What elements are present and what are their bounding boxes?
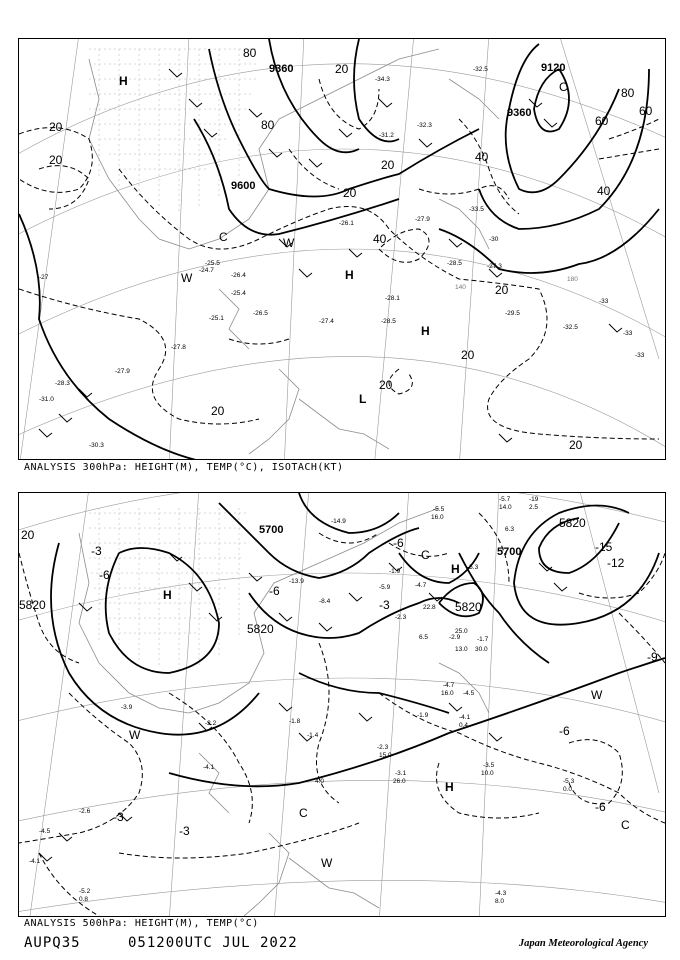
- isotach-label: 40: [373, 232, 387, 246]
- station-temp: -33: [635, 352, 645, 359]
- station-temp: -13.9: [289, 578, 304, 585]
- station-temp: 16.0: [431, 514, 444, 521]
- station-temp: -28.1: [385, 295, 400, 302]
- high-center: H: [445, 780, 454, 794]
- station-temp: -4.1: [203, 764, 215, 771]
- isotherm-label: -6: [393, 536, 404, 550]
- station-temp: -5.3: [563, 778, 575, 785]
- isotherm-label: -3: [179, 824, 190, 838]
- station-temp: 26.0: [393, 778, 406, 785]
- station-temp: -1.4: [307, 732, 319, 739]
- station-temp: -33.5: [469, 206, 484, 213]
- station-temp: -3.9: [121, 704, 133, 711]
- station-temp: -4.7: [443, 682, 455, 689]
- isotach-label: 20: [379, 378, 393, 392]
- station-temp: -31.2: [379, 132, 394, 139]
- cold-center: C: [219, 230, 228, 244]
- isotach-label: 60: [639, 104, 653, 118]
- map-500hpa: [18, 492, 666, 917]
- low-center: L: [359, 392, 367, 406]
- height-label: 9360: [269, 63, 294, 75]
- warm-center: W: [591, 688, 603, 702]
- chart-code: AUPQ35: [24, 935, 81, 951]
- station-temp: -33: [599, 298, 609, 305]
- isotherm-label: -15: [595, 540, 613, 554]
- isotach-label: 40: [597, 184, 611, 198]
- station-temp: -29.5: [505, 310, 520, 317]
- station-temp: -32.5: [473, 66, 488, 73]
- station-temp: -14.9: [331, 518, 346, 525]
- station-temp: -26.4: [231, 272, 246, 279]
- station-temp: 25.0: [455, 628, 468, 635]
- height-label: 5820: [19, 598, 46, 612]
- station-temp: -5.3: [467, 564, 479, 571]
- warm-center: W: [283, 236, 295, 250]
- height-label: 5820: [559, 516, 586, 530]
- isotach-label: 60: [595, 114, 609, 128]
- station-temp: -32.3: [417, 122, 432, 129]
- map-300hpa-svg: [19, 39, 665, 459]
- station-temp: -2.3: [377, 744, 389, 751]
- height-label: 5700: [259, 524, 284, 536]
- station-temp: 22.8: [423, 604, 436, 611]
- station-temp: 30.0: [475, 646, 488, 653]
- cold-center: C: [299, 806, 308, 820]
- high-center: H: [345, 268, 354, 282]
- station-temp: -27.9: [415, 216, 430, 223]
- station-temp: 6.5: [419, 634, 429, 641]
- station-temp: -5.9: [379, 584, 391, 591]
- station-temp: -25.5: [205, 260, 220, 267]
- isotach-label: 20: [343, 186, 357, 200]
- isotach-contours: [19, 79, 659, 439]
- isotherm-label: -6: [269, 584, 280, 598]
- station-temp: -28.5: [381, 318, 396, 325]
- high-center: H: [163, 588, 172, 602]
- station-temp: 10.0: [481, 770, 494, 777]
- graticule: [19, 493, 665, 916]
- station-temp: 13.0: [455, 646, 468, 653]
- warm-center: W: [321, 856, 333, 870]
- station-temp: -26.1: [339, 220, 354, 227]
- isotherm-label: -6: [595, 800, 606, 814]
- station-temp: -4.5: [463, 690, 475, 697]
- station-temp: -27.9: [115, 368, 130, 375]
- isotach-label: 20: [49, 153, 63, 167]
- station-temp: -1.9: [389, 568, 401, 575]
- isotach-label: 20: [461, 348, 475, 362]
- station-temp: 0.0: [563, 786, 573, 793]
- station-temp: 15.0: [379, 752, 392, 759]
- station-temp: -4.7: [415, 582, 427, 589]
- station-temp: -3.5: [483, 762, 495, 769]
- warm-center: W: [181, 271, 193, 285]
- height-label: 5700: [497, 546, 522, 558]
- station-temp: 4.0: [315, 778, 325, 785]
- isotherm-label: -9: [647, 650, 658, 664]
- station-temp: -25.4: [231, 290, 246, 297]
- warm-center: W: [129, 728, 141, 742]
- isotach-label: 20: [211, 404, 225, 418]
- station-temp: -5.2: [79, 888, 91, 895]
- cold-center: C: [421, 548, 430, 562]
- isotach-label: 20: [335, 62, 349, 76]
- station-temp: -4.3: [495, 890, 507, 897]
- station-temp: -27.8: [171, 344, 186, 351]
- station-temp: -34.3: [375, 76, 390, 83]
- cold-center: C: [621, 818, 630, 832]
- station-temp: -5.5: [433, 506, 445, 513]
- height-label: 5820: [247, 622, 274, 636]
- lower-chart-caption: ANALYSIS 500hPa: HEIGHT(M), TEMP(°C): [24, 918, 259, 929]
- station-temp: -1.8: [289, 718, 301, 725]
- station-temp: -8.4: [319, 598, 331, 605]
- station-temp: -30: [489, 236, 499, 243]
- station-temp: -27.3: [487, 263, 502, 270]
- cold-center: C: [559, 80, 568, 94]
- station-temp: -32.5: [563, 324, 578, 331]
- station-temp: -26.5: [253, 310, 268, 317]
- isotherm-label: -3: [91, 544, 102, 558]
- station-temp: -1.7: [477, 636, 489, 643]
- isotach-label: 80: [243, 46, 257, 60]
- isotach-label: 80: [261, 118, 275, 132]
- station-temp: -3.1: [395, 770, 407, 777]
- station-temp: -27.4: [319, 318, 334, 325]
- station-temp: -30.3: [89, 442, 104, 449]
- station-temp: -2.2: [205, 720, 217, 727]
- map-300hpa: [18, 38, 666, 460]
- station-temp: 14.0: [499, 504, 512, 511]
- station-temp: -2.9: [449, 634, 461, 641]
- isotach-label: 20: [49, 120, 63, 134]
- high-center: H: [119, 74, 128, 88]
- station-temp: -1.9: [417, 712, 429, 719]
- station-temp: -4.1: [459, 714, 471, 721]
- isotach-label: 20: [569, 438, 583, 452]
- isotach-label: 20: [495, 283, 509, 297]
- station-temp: -2.3: [395, 614, 407, 621]
- upper-chart-caption: ANALYSIS 300hPa: HEIGHT(M), TEMP(°C), ISOTACH(KT): [24, 462, 344, 473]
- map-500hpa-svg: [19, 493, 665, 916]
- station-temp: 2.5: [529, 504, 539, 511]
- height-label: 9600: [231, 180, 256, 192]
- isotach-label: 20: [381, 158, 395, 172]
- station-temp: -31.0: [39, 396, 54, 403]
- station-temp: 6.3: [505, 526, 515, 533]
- valid-time: 051200UTC JUL 2022: [128, 935, 298, 951]
- station-temp: -4.1: [29, 858, 41, 865]
- station-temp: 16.0: [441, 690, 454, 697]
- high-center: H: [451, 562, 460, 576]
- isotherm-label: -3: [379, 598, 390, 612]
- height-label: 9120: [541, 62, 566, 74]
- high-center: H: [421, 324, 430, 338]
- isotach-label: 80: [621, 86, 635, 100]
- station-temp: -2.6: [79, 808, 91, 815]
- isotherm-label: -12: [607, 556, 625, 570]
- station-temp: -19: [529, 496, 539, 503]
- longitude-label: 140: [455, 284, 466, 291]
- station-temp: -28.3: [55, 380, 70, 387]
- station-temp: -27: [39, 274, 49, 281]
- station-temp: 0.4: [459, 722, 469, 729]
- station-temp: -28.5: [447, 260, 462, 267]
- isotherm-label: -6: [559, 724, 570, 738]
- station-temp: -5.7: [499, 496, 511, 503]
- station-temp: -4.5: [39, 828, 51, 835]
- isotherm-label: 20: [21, 528, 35, 542]
- isotherm-label: -3: [113, 810, 124, 824]
- isotherm-label: -6: [99, 568, 110, 582]
- station-temp: 8.0: [495, 898, 505, 905]
- station-temp: -24.7: [199, 267, 214, 274]
- station-temp: -25.1: [209, 315, 224, 322]
- height-label: 9360: [507, 107, 532, 119]
- agency-credit: Japan Meteorological Agency: [518, 938, 648, 949]
- height-label: 5820: [455, 600, 482, 614]
- station-temp: 0.8: [79, 896, 89, 903]
- longitude-label: 180: [567, 276, 578, 283]
- station-temp: -33: [623, 330, 633, 337]
- station-temps: [39, 66, 645, 449]
- isotach-label: 40: [475, 150, 489, 164]
